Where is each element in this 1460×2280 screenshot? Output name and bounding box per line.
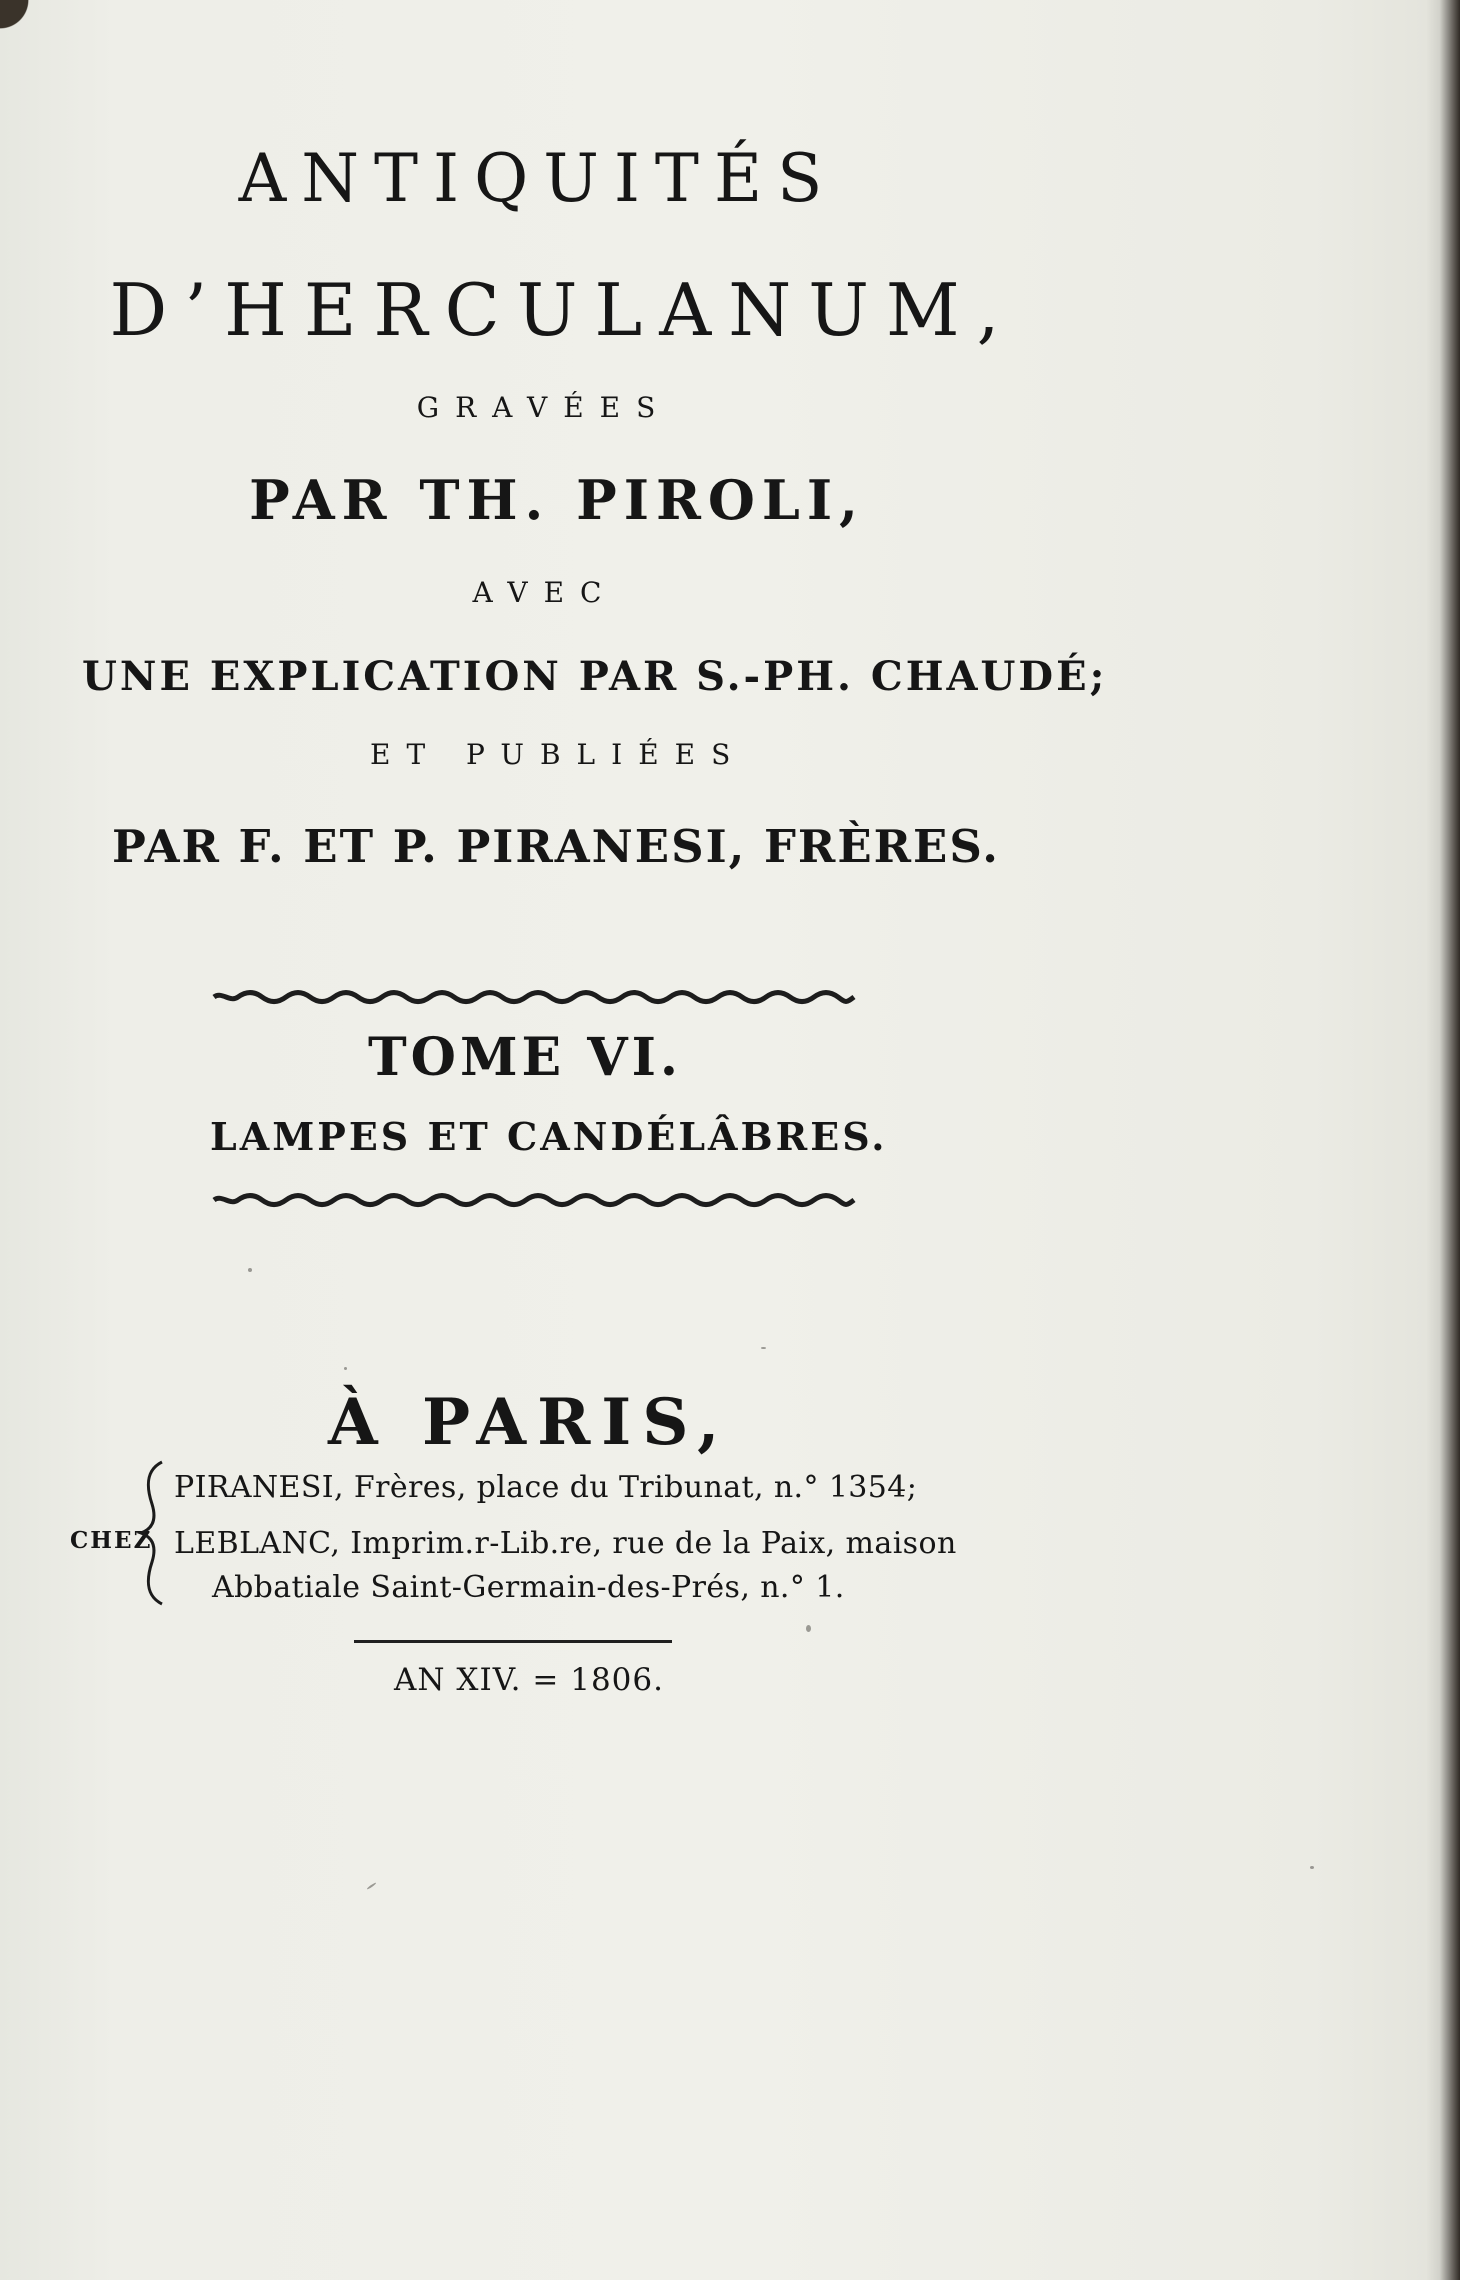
title-line-antiquites: ANTIQUITÉS: [238, 140, 838, 217]
volume-number: TOME VI.: [367, 1027, 683, 1088]
engraved-label: GRAVÉES: [416, 391, 672, 424]
address-line-piranesi: PIRANESI, Frères, place du Tribunat, n.° 1354;: [174, 1470, 918, 1505]
engraver-credit: PAR TH. PIROLI,: [249, 468, 865, 532]
chez-label: CHEZ: [70, 1527, 153, 1554]
publisher-credit: PAR F. ET P. PIRANESI, FRÈRES.: [112, 820, 1000, 873]
decorative-wavy-rule-bottom: [214, 1191, 854, 1209]
paper-speck: [806, 1625, 811, 1632]
decorative-wavy-rule-top: [214, 988, 854, 1006]
address-line-leblanc: LEBLANC, Imprim.r-Lib.re, rue de la Paix, maison: [174, 1526, 957, 1561]
paper-speck: [761, 1347, 766, 1349]
volume-subject: LAMPES ET CANDÉLÂBRES.: [210, 1114, 888, 1159]
paper-speck: [366, 1882, 376, 1890]
title-line-herculanum: D’HERCULANUM,: [109, 268, 1017, 352]
paper-speck: [1310, 1866, 1314, 1869]
paper-speck: [248, 1268, 252, 1272]
address-brace: [136, 1458, 174, 1608]
paper-speck: [344, 1367, 347, 1370]
date-separator-rule: [354, 1640, 672, 1643]
explanation-credit: UNE EXPLICATION PAR S.-PH. CHAUDÉ;: [82, 653, 1108, 700]
page-corner-shadow: [0, 0, 34, 34]
publication-date: AN XIV. = 1806.: [394, 1662, 664, 1698]
book-binding-edge: [1426, 0, 1460, 2280]
published-label: ET PUBLIÉES: [370, 738, 747, 771]
publication-place: À PARIS,: [328, 1385, 731, 1460]
with-label: AVEC: [472, 576, 618, 609]
address-line-abbatiale: Abbatiale Saint-Germain-des-Prés, n.° 1.: [212, 1570, 845, 1605]
